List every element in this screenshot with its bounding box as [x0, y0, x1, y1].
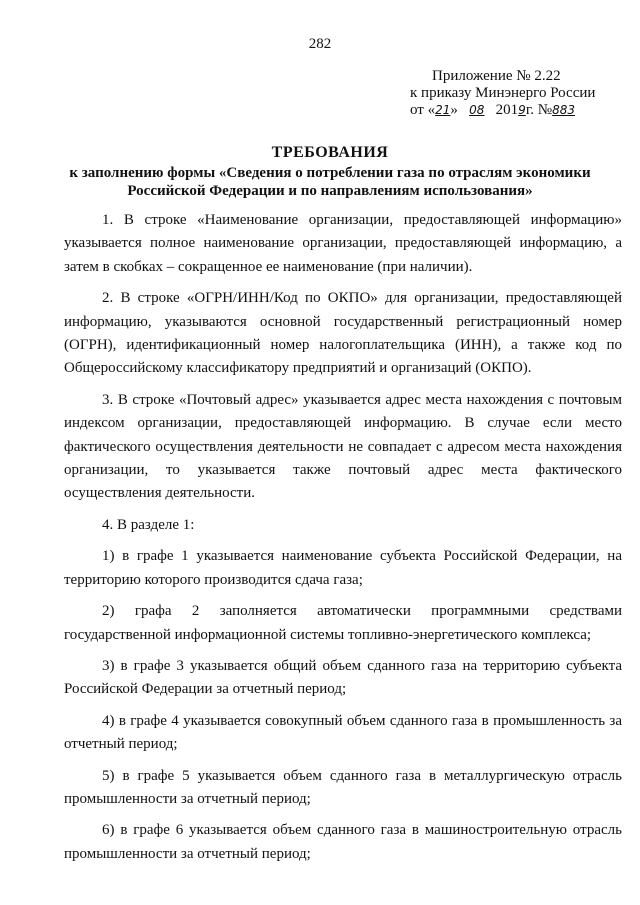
paragraph: 2. В строке «ОГРН/ИНН/Код по ОКПО» для организации, предоставляющей информацию, указываются основной государственный регистрационный номер (ОГРН), идентификационный номер налогоплательщика (ИНН), а также код по Общероссийскому классификатору предприятий и организаций (ОКПО).: [64, 290, 622, 377]
year-digit-handwritten: 9: [518, 103, 526, 117]
paragraph: 3. В строке «Почтовый адрес» указывается адрес места нахождения с почтовым индексом организации, предоставляющей информацию. В случае если место фактического осуществления деятельности не совпадает с адресом места нахождения организации, то указывается также почтовый адрес места фактического осуществления деятельности.: [64, 391, 622, 502]
title-line-3: Российской Федерации и по направлениям использования»: [127, 183, 533, 199]
year-prefix: 201: [495, 102, 519, 118]
appendix-order-ref: к приказу Минэнерго России: [410, 85, 596, 101]
paragraph: 3) в графе 3 указывается общий объем сданного газа на территорию субъекта Российской Федерации за отчетный период;: [64, 657, 622, 698]
paragraph: 5) в графе 5 указывается объем сданного газа в металлургическую отрасль промышленности за отчетный период;: [64, 767, 622, 807]
number-prefix: г. №: [525, 102, 553, 118]
page-number: 282: [308, 36, 332, 52]
paragraph: 2) графа 2 заполняется автоматически программными средствами государственной информационной системы топливно-энергетического комплекса;: [64, 603, 622, 643]
paragraph: 1. В строке «Наименование организации, предоставляющей информацию» указывается полное наименование организации, предоставляющей информацию, а затем в скобках – сокращенное ее наименование (при наличии).: [64, 212, 622, 275]
paragraph: 4) в графе 4 указывается совокупный объем сданного газа в промышленность за отчетный период;: [64, 712, 622, 753]
appendix-date-line: [410, 102, 625, 119]
body-text: [64, 209, 622, 874]
appendix-title: Приложение № 2.22: [432, 68, 561, 84]
paragraph: 6) в графе 6 указывается объем сданного газа в машиностроительную отрасль промышленности за отчетный период;: [64, 822, 622, 862]
paragraph: 1) в графе 1 указывается наименование субъекта Российской Федерации, на территорию которого производится сдача газа;: [64, 548, 622, 588]
appendix-header: [410, 68, 625, 119]
date-prefix: от «: [410, 102, 436, 118]
title-line-2: к заполнению формы «Сведения о потреблении газа по отраслям экономики: [69, 165, 591, 181]
date-mid: »: [450, 102, 458, 118]
document-title: [40, 144, 620, 200]
title-main: ТРЕБОВАНИЯ: [271, 144, 389, 161]
date-day-handwritten: 21: [435, 103, 451, 117]
date-month-handwritten: 08: [469, 103, 485, 117]
order-number-handwritten: 883: [552, 103, 575, 117]
paragraph: 4. В разделе 1:: [102, 516, 195, 533]
